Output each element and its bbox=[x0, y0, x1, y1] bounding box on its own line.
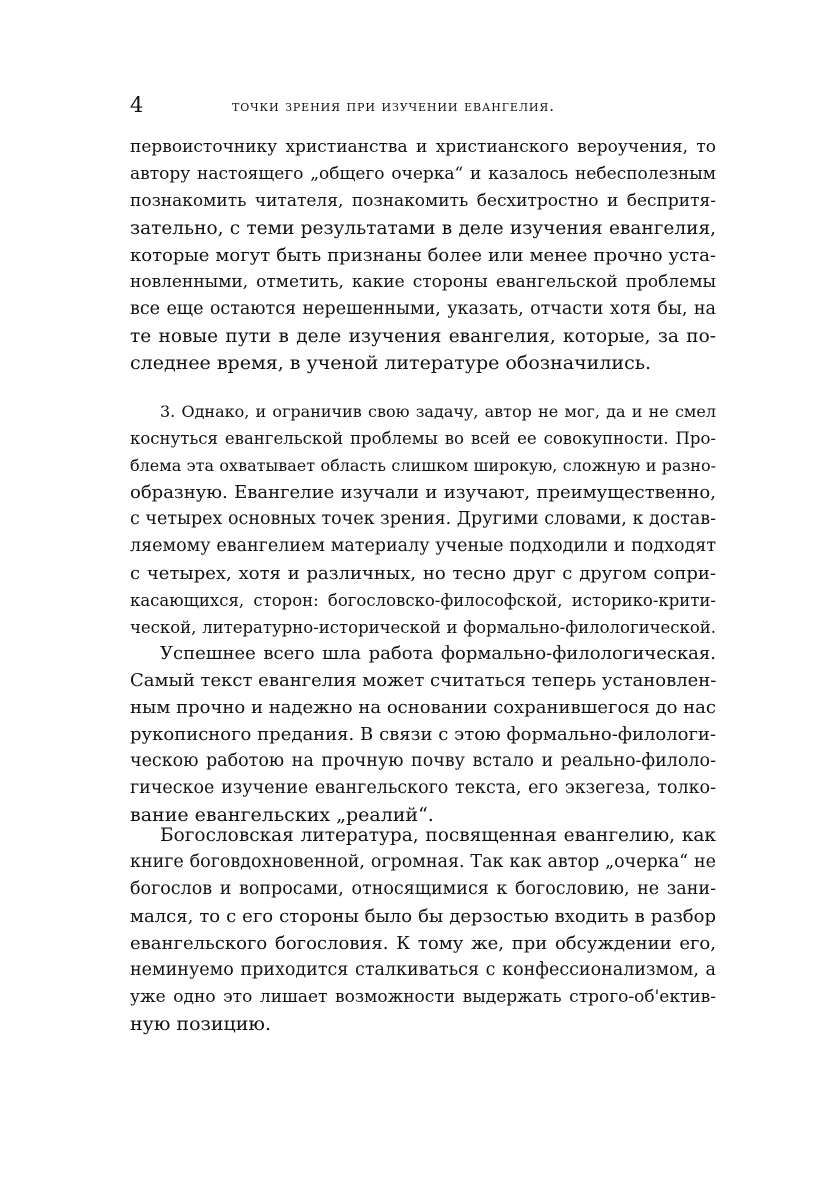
text-line: новленными, отметить, какие стороны евангельской проблемы bbox=[130, 272, 716, 292]
text-line: неминуемо приходится сталкиваться с конфессионализмом, а bbox=[130, 960, 716, 980]
paragraph-section-3 bbox=[130, 398, 716, 641]
text-line: вание евангельских „реалий“. bbox=[130, 804, 434, 826]
text-line: все еще остаются нерешенными, указать, отчасти хотя бы, на bbox=[130, 299, 716, 319]
text-line: ную позицию. bbox=[130, 1013, 272, 1035]
text-line: которые могут быть признаны более или менее прочно уста- bbox=[130, 245, 716, 266]
paragraph-theology bbox=[130, 822, 716, 1038]
running-title: точки зрения при изучении евангелия. bbox=[232, 97, 555, 115]
text-line: рукописного предания. В связи с этою формально-филологи- bbox=[130, 724, 716, 745]
text-line: первоисточнику христианства и христианского вероучения, то bbox=[130, 137, 716, 157]
paragraph-continuation bbox=[130, 134, 716, 377]
text-line: автору настоящего „общего очерка“ и казалось небесполезным bbox=[130, 164, 716, 184]
text-line: ческою работою на прочную почву встало и реально-филоло- bbox=[130, 751, 716, 771]
text-line: касающихся, сторон: богословско-философской, историко-крити- bbox=[130, 591, 716, 610]
text-line: евангельского богословия. К тому же, при обсуждении его, bbox=[130, 933, 716, 954]
text-line: мался, то с его стороны было бы дерзостью входить в разбор bbox=[130, 906, 716, 927]
text-line: гическое изучение евангельского текста, его экзегеза, толко- bbox=[130, 778, 716, 798]
page-number: 4 bbox=[130, 93, 144, 117]
text-line: Самый текст евангелия может считаться теперь установлен- bbox=[130, 670, 716, 691]
text-line: блема эта охватывает область слишком широкую, сложную и разно- bbox=[130, 456, 716, 475]
text-line: зательно, с теми результатами в деле изучения евангелия, bbox=[130, 218, 716, 239]
text-line: уже одно это лишает возможности выдержать строго-об'ектив- bbox=[130, 987, 716, 1007]
text-line: Успешнее всего шла работа формально-филологическая. bbox=[160, 643, 716, 664]
running-head bbox=[130, 92, 716, 118]
text-line: коснуться евангельской проблемы во всей ее совокупности. Про- bbox=[130, 429, 716, 448]
text-line: с четырех основных точек зрения. Другими словами, к достав- bbox=[130, 509, 716, 529]
text-line: познакомить читателя, познакомить бесхитростно и беспритя- bbox=[130, 191, 716, 211]
text-line: с четырех, хотя и различных, но тесно друг с другом сопри- bbox=[130, 563, 716, 584]
text-line: 3. Однако, и ограничив свою задачу, автор не мог, да и не смел bbox=[160, 402, 716, 421]
text-line: Богословская литература, посвященная евангелию, как bbox=[160, 825, 716, 846]
text-line: ным прочно и надежно на основании сохранившегося до нас bbox=[130, 697, 716, 718]
text-line: ческой, литературно-исторической и формально-филологической. bbox=[130, 618, 716, 637]
text-line: книге боговдохновенной, огромная. Так как автор „очерка“ не bbox=[130, 852, 716, 872]
text-line: следнее время, в ученой литературе обозначились. bbox=[130, 352, 652, 374]
text-line: те новые пути в деле изучения евангелия, которые, за по- bbox=[130, 326, 716, 347]
text-line: образную. Евангелие изучали и изучают, преимущественно, bbox=[130, 482, 716, 503]
text-line: богослов и вопросами, относящимися к богословию, не зани- bbox=[130, 879, 716, 899]
paragraph-philology bbox=[130, 640, 716, 829]
text-line: ляемому евангелием материалу ученые подходили и подходят bbox=[130, 536, 716, 556]
